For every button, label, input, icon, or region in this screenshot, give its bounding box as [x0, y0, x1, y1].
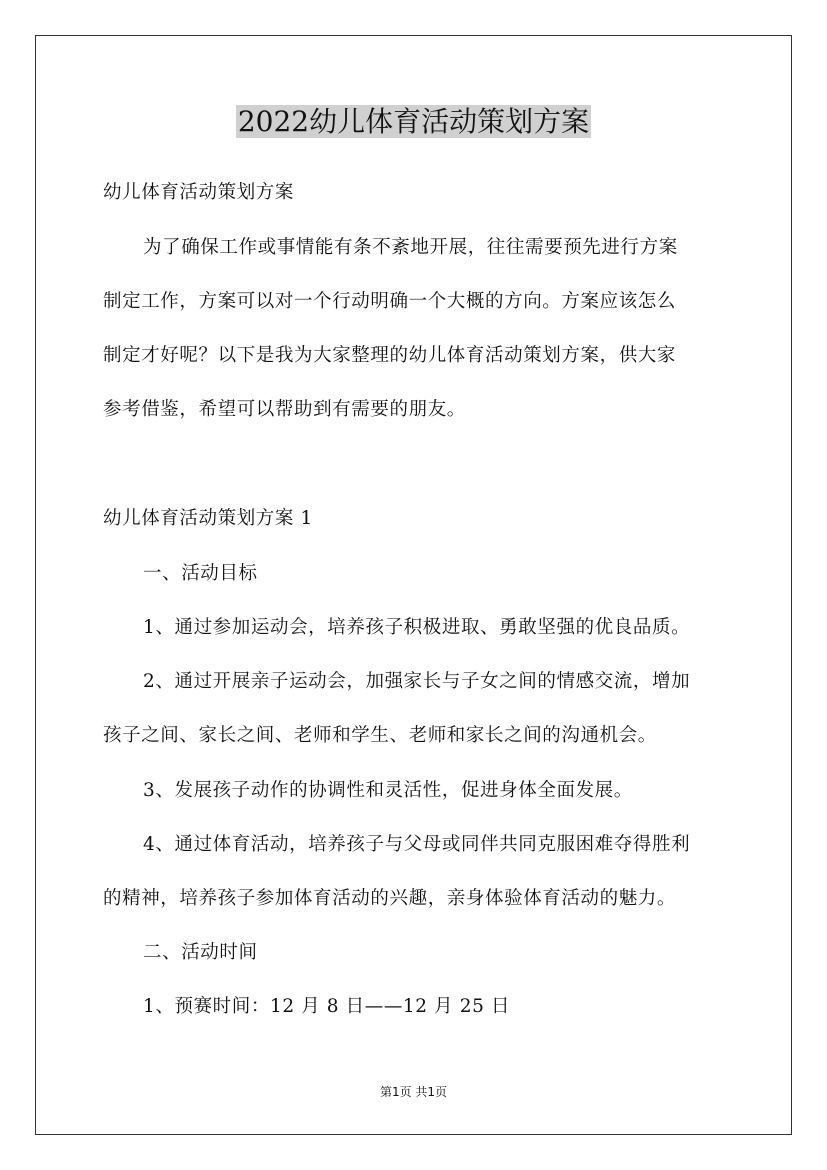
list-item: 1、通过参加运动会，培养孩子积极进取、勇敢坚强的优良品质。 — [143, 617, 691, 638]
section-heading: 幼儿体育活动策划方案 — [103, 182, 295, 203]
body-line: 制定才好呢？以下是我为大家整理的幼儿体育活动策划方案，供大家 — [103, 345, 677, 366]
list-item-continued: 的精神，培养孩子参加体育活动的兴趣，亲身体验体育活动的魅力。 — [103, 888, 677, 909]
document-title-text: 2022幼儿体育活动策划方案 — [237, 105, 590, 138]
subsection-heading: 一、活动目标 — [143, 563, 258, 584]
subsection-heading: 二、活动时间 — [143, 942, 258, 963]
list-item-continued: 孩子之间、家长之间、老师和学生、老师和家长之间的沟通机会。 — [103, 725, 657, 746]
list-item: 3、发展孩子动作的协调性和灵活性，促进身体全面发展。 — [143, 780, 633, 801]
document-title — [0, 102, 827, 142]
list-item: 1、预赛时间：12 月 8 日——12 月 25 日 — [143, 996, 511, 1017]
list-item: 4、通过体育活动，培养孩子与父母或同伴共同克服困难夺得胜利 — [143, 834, 691, 855]
body-line: 参考借鉴，希望可以帮助到有需要的朋友。 — [103, 399, 466, 420]
body-line: 制定工作，方案可以对一个行动明确一个大概的方向。方案应该怎么 — [103, 291, 677, 312]
page-footer: 第1页 共1页 — [379, 1085, 448, 1099]
section-heading: 幼儿体育活动策划方案 1 — [103, 508, 313, 529]
list-item: 2、通过开展亲子运动会，加强家长与子女之间的情感交流，增加 — [143, 671, 691, 692]
body-line: 为了确保工作或事情能有条不紊地开展，往往需要预先进行方案 — [143, 237, 678, 258]
